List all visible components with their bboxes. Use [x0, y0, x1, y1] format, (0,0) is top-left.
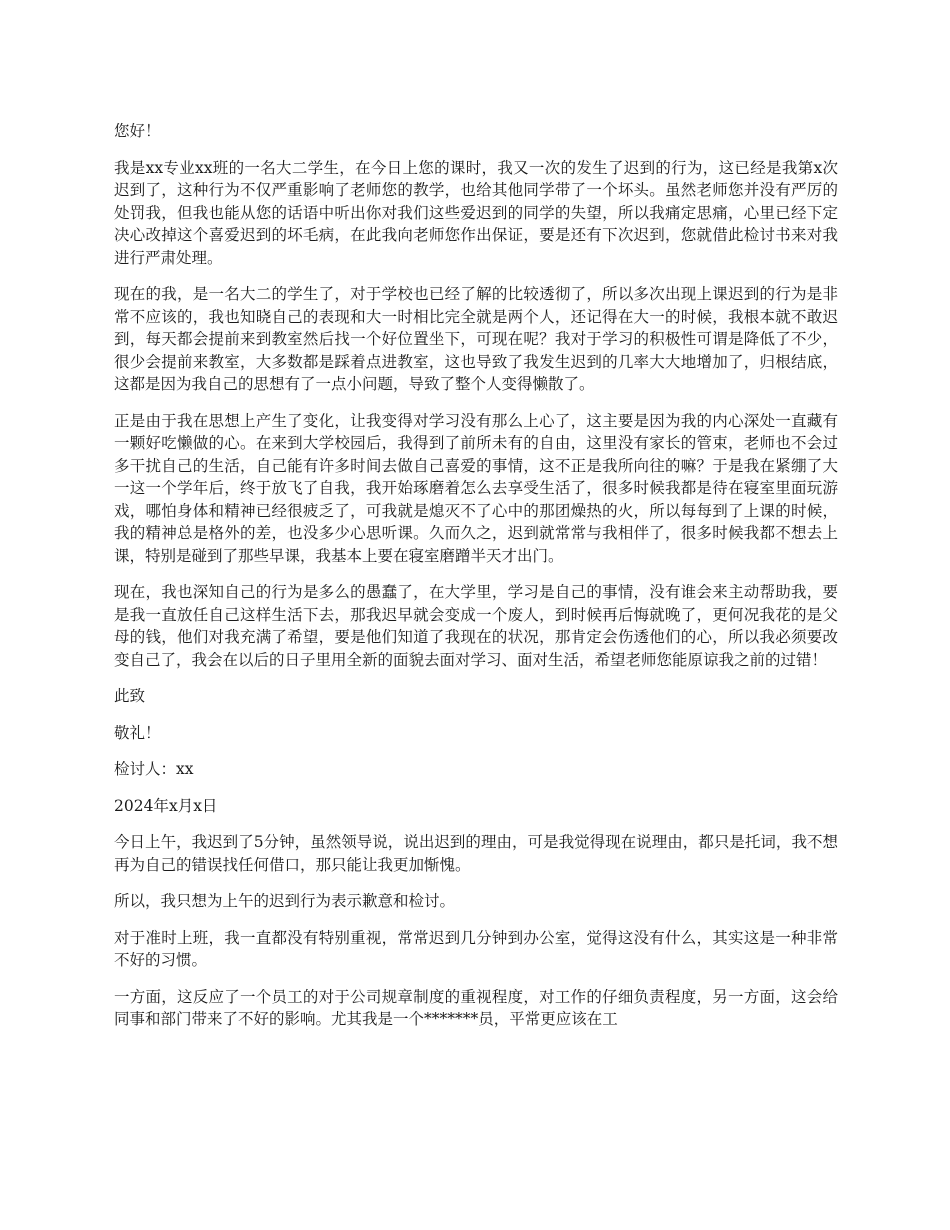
body-paragraph-6: 所以，我只想为上午的迟到行为表示歉意和检讨。	[114, 892, 456, 910]
body-paragraph-8: 一方面，这反应了一个员工的对于公司规章制度的重视程度，对工作的仔细负责程度，另一方面，这会给同事和部门带来了不好的影响。尤其我是一个*******员，平常更应该在工	[114, 987, 838, 1028]
body-paragraph-7: 对于准时上班，我一直都没有特别重视，常常迟到几分钟到办公室，觉得这没有什么，其实这是一种非常不好的习惯。	[114, 928, 838, 969]
body-paragraph-1: 我是xx专业xx班的一名大二学生，在今日上您的课时，我又一次的发生了迟到的行为，这已经是我第x次迟到了，这种行为不仅严重影响了老师您的教学，也给其他同学带了一个坏头。虽然老师您并没有严厉的处罚我，但我也能从您的话语中听出你对我们这些爱迟到的同学的失望，所以我痛定思痛，心里已经下定决心改掉这个喜爱迟到的坏毛病，在此我向老师您作出保证，要是还有下次迟到，您就借此检讨书来对我进行严肃处理。	[114, 158, 838, 267]
body-paragraph-2: 现在的我，是一名大二的学生了，对于学校也已经了解的比较透彻了，所以多次出现上课迟到的行为是非常不应该的，我也知晓自己的表现和大一时相比完全就是两个人，还记得在大一的时候，我根本就不敢迟到，每天都会提前来到教室然后找一个好位置坐下，可现在呢？我对于学习的积极性可谓是降低了不少，很少会提前来教室，大多数都是踩着点进教室，这也导致了我发生迟到的几率大大地增加了，归根结底，这都是因为我自己的思想有了一点小问题，导致了整个人变得懒散了。	[114, 285, 838, 393]
body-paragraph-5: 今日上午，我迟到了5分钟，虽然领导说，说出迟到的理由，可是我觉得现在说理由，都只是托词，我不想再为自己的错误找任何借口，那只能让我更加惭愧。	[114, 833, 838, 874]
closing-regards: 敬礼！	[114, 723, 161, 742]
greeting: 您好！	[114, 122, 161, 140]
closing-salutation: 此致	[114, 687, 146, 705]
document-page	[114, 120, 838, 1045]
body-paragraph-3: 正是由于我在思想上产生了变化，让我变得对学习没有那么上心了，这主要是因为我的内心深处一直藏有一颗好吃懒做的心。在来到大学校园后，我得到了前所未有的自由，这里没有家长的管束，老师也不会过多干扰自己的生活，自己能有许多时间去做自己喜爱的事情，这不正是我所向往的嘛？于是我在紧绷了大一这一个学年后，终于放飞了自我，我开始琢磨着怎么去享受生活了，很多时候我都是待在寝室里面玩游戏，哪怕身体和精神已经很疲乏了，可我就是熄灭不了心中的那团燥热的火，所以每每到了上课的时候，我的精神总是格外的差，也没多少心思听课。久而久之，迟到就常常与我相伴了，很多时候我都不想去上课，特别是碰到了那些早课，我基本上要在寝室磨蹭半天才出门。	[114, 411, 838, 565]
signature: 检讨人：xx	[114, 760, 194, 778]
body-paragraph-4: 现在，我也深知自己的行为是多么的愚蠢了，在大学里，学习是自己的事情，没有谁会来主动帮助我，要是我一直放任自己这样生活下去，那我迟早就会变成一个废人，到时候再后悔就晚了，更何况我花的是父母的钱，他们对我充满了希望，要是他们知道了我现在的状况，那肯定会伤透他们的心，所以我必须要改变自己了，我会在以后的日子里用全新的面貌去面对学习、面对生活，希望老师您能原谅我之前的过错！	[114, 583, 838, 669]
date: 2024年x月x日	[114, 796, 218, 815]
